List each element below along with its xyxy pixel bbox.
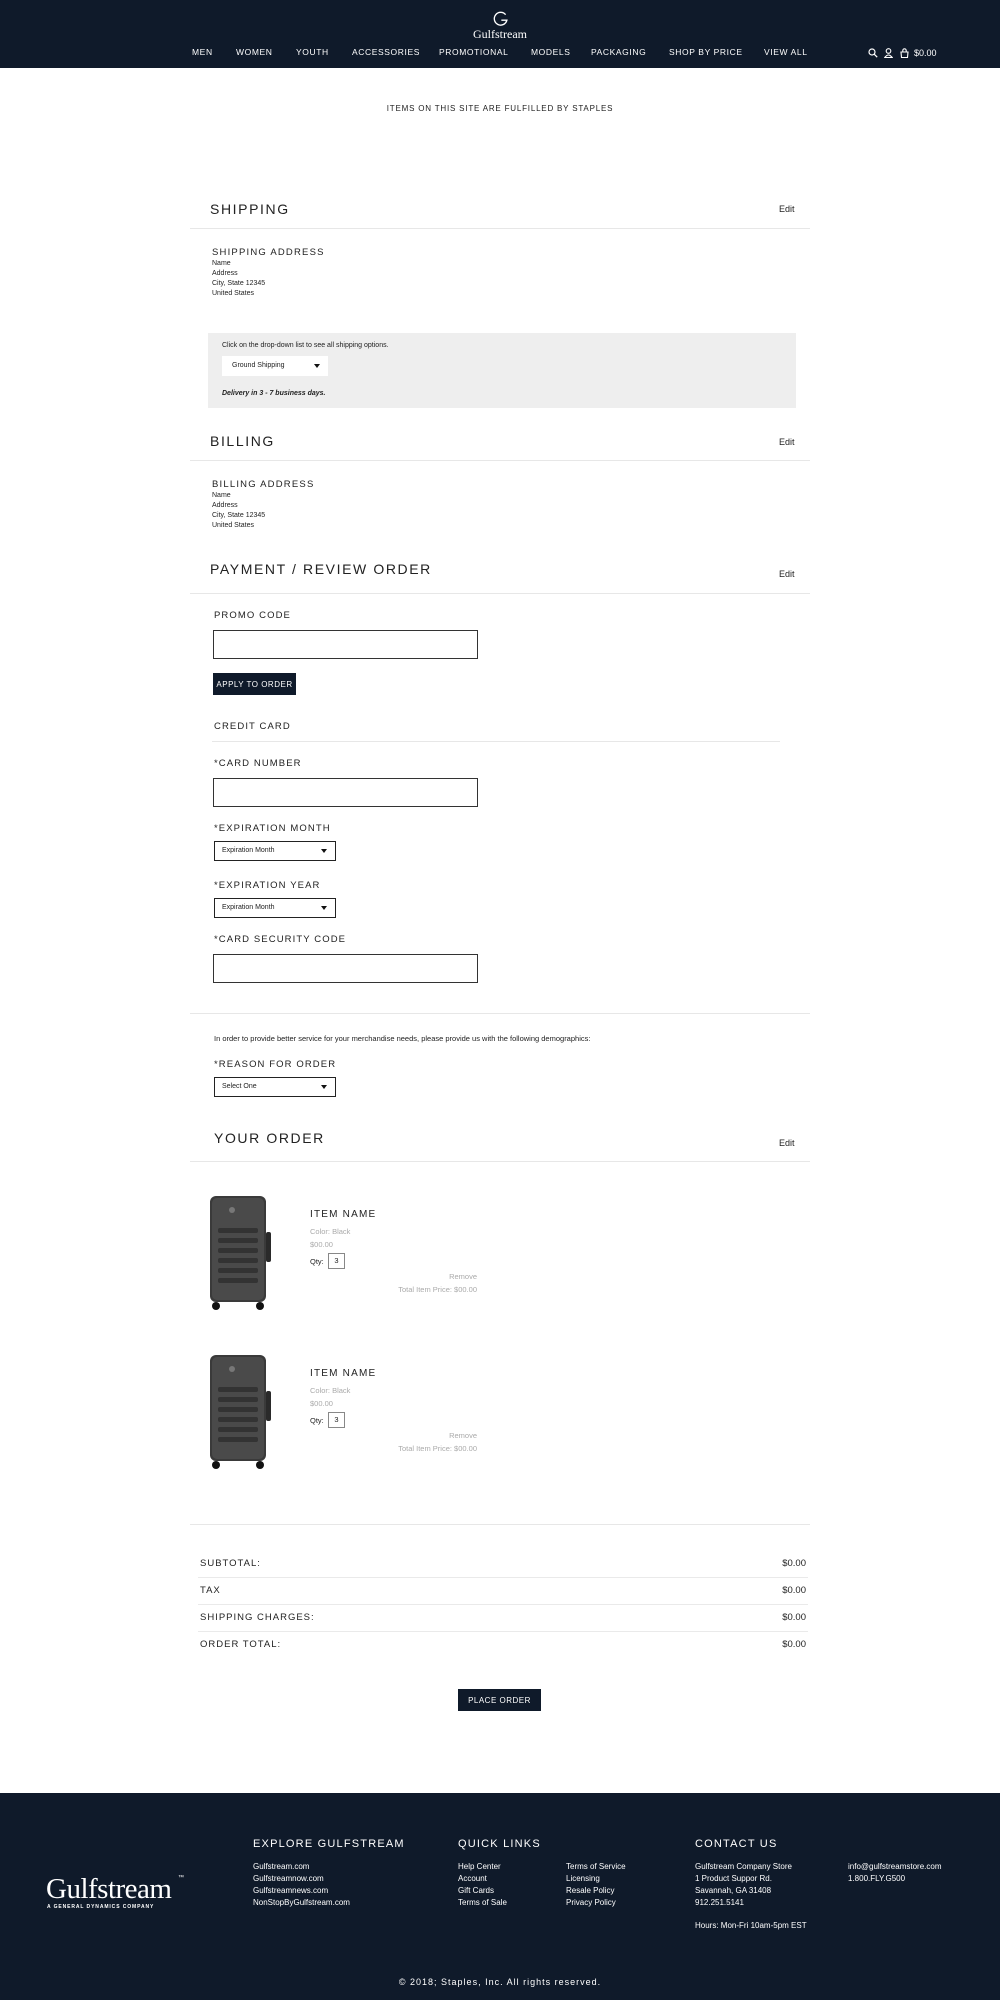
item-color: Color: Black [310,1227,351,1236]
address-line: United States [212,522,255,529]
tax-row [198,1578,808,1605]
gulfstream-logo-icon[interactable] [492,10,509,27]
item-qty-label: Qty: [310,1257,324,1266]
divider [190,1013,810,1014]
address-line: Address [212,502,238,509]
item-qty-input[interactable]: 3 [328,1253,345,1269]
search-icon[interactable] [868,48,878,58]
promo-code-label: PROMO CODE [214,610,291,621]
footer-link[interactable]: Resale Policy [566,1886,615,1895]
address-line: United States [212,290,255,297]
nav-item-youth[interactable]: YOUTH [296,47,329,57]
billing-address-title: BILLING ADDRESS [212,479,315,490]
suitcase-icon[interactable] [200,1351,280,1471]
expiration-month-select[interactable] [214,841,336,861]
delivery-estimate: Delivery in 3 - 7 business days. [222,390,326,397]
nav-item-models[interactable]: MODELS [531,47,571,57]
site-header [0,0,1000,68]
payment-title: PAYMENT / REVIEW ORDER [210,561,432,577]
explore-title: EXPLORE GULFSTREAM [253,1838,405,1850]
expiration-year-value: Expiration Month [222,904,275,911]
expiration-year-label: *EXPIRATION YEAR [214,880,321,891]
bag-icon[interactable] [900,48,909,58]
apply-to-order-button[interactable]: APPLY TO ORDER [213,673,296,695]
payment-edit-link[interactable]: Edit [779,569,795,579]
shipping-charges-label: SHIPPING CHARGES: [200,1612,315,1623]
item-total-price: Total Item Price: $00.00 [398,1285,477,1294]
shipping-title: SHIPPING [210,201,290,217]
reason-for-order-value: Select One [222,1083,257,1090]
security-code-label: *CARD SECURITY CODE [214,934,347,945]
contact-phone-link[interactable]: 1.800.FLY.G500 [848,1874,906,1883]
address-line: Name [212,260,231,267]
billing-address [212,491,265,531]
subtotal-row [198,1551,808,1578]
security-code-input[interactable] [213,954,478,983]
shipping-address-title: SHIPPING ADDRESS [212,247,325,258]
card-number-label: *CARD NUMBER [214,758,302,769]
footer-link[interactable]: Licensing [566,1874,600,1883]
cart-total[interactable]: $0.00 [914,48,937,58]
billing-title: BILLING [210,433,275,449]
order-total-row [198,1632,808,1659]
nav-item-accessories[interactable]: ACCESSORIES [352,47,421,57]
chevron-down-icon [321,849,327,853]
copyright: © 2018; Staples, Inc. All rights reserved. [398,1977,602,1987]
address-line: Name [212,492,231,499]
promo-code-input[interactable] [213,630,478,659]
order-total-label: ORDER TOTAL: [200,1639,282,1650]
chevron-down-icon [321,906,327,910]
shipping-charges-value: $0.00 [782,1612,806,1623]
item-name[interactable]: ITEM NAME [310,1209,377,1220]
tax-value: $0.00 [782,1585,806,1596]
shipping-hint: Click on the drop-down list to see all shipping options. [222,342,389,349]
shipping-method-value: Ground Shipping [232,362,285,369]
divider [190,1524,810,1525]
footer-link[interactable]: NonStopByGulfstream.com [253,1898,350,1907]
footer-link[interactable]: Account [458,1874,487,1883]
nav-item-promotional[interactable]: PROMOTIONAL [439,47,509,57]
footer-link[interactable]: Help Center [458,1862,501,1871]
item-total-price: Total Item Price: $00.00 [398,1444,477,1453]
divider [190,460,810,461]
card-number-input[interactable] [213,778,478,807]
footer-link[interactable]: Gulfstream.com [253,1862,310,1871]
contact-email-link[interactable]: info@gulfstreamstore.com [848,1862,942,1871]
contact-line: Gulfstream Company Store [695,1862,792,1871]
suitcase-icon[interactable] [200,1192,280,1312]
footer-link[interactable]: Terms of Service [566,1862,626,1871]
nav-item-packaging[interactable]: PACKAGING [591,47,647,57]
contact-line: Savannah, GA 31408 [695,1886,772,1895]
item-qty-input[interactable]: 3 [328,1412,345,1428]
footer-link[interactable]: Gulfstreamnow.com [253,1874,324,1883]
footer-link[interactable]: Privacy Policy [566,1898,616,1907]
divider [190,593,810,594]
credit-card-title: CREDIT CARD [214,721,291,732]
nav-item-view-all[interactable]: VIEW ALL [764,47,808,57]
footer-logo-tagline: A GENERAL DYNAMICS COMPANY [47,1904,155,1910]
item-price: $00.00 [310,1240,333,1249]
your-order-title: YOUR ORDER [214,1130,325,1146]
shipping-method-select[interactable] [222,356,328,376]
order-total-value: $0.00 [782,1639,806,1650]
subtotal-value: $0.00 [782,1558,806,1569]
footer-link[interactable]: Gift Cards [458,1886,495,1895]
shipping-charges-row [198,1605,808,1632]
quick-links-title: QUICK LINKS [458,1838,541,1850]
contact-hours: Hours: Mon-Fri 10am-5pm EST [695,1921,807,1930]
demographics-note: In order to provide better service for your merchandise needs, please provide us with the following demographics: [214,1034,591,1043]
divider [190,228,810,229]
expiration-month-value: Expiration Month [222,847,275,854]
expiration-year-select[interactable] [214,898,336,918]
order-edit-link[interactable]: Edit [779,1138,795,1148]
nav-item-shop-by-price[interactable]: SHOP BY PRICE [669,47,743,57]
fulfillment-notice: ITEMS ON THIS SITE ARE FULFILLED BY STAPLES [386,104,614,113]
divider [212,741,780,742]
billing-edit-link[interactable]: Edit [779,437,795,447]
divider [190,1161,810,1162]
subtotal-label: SUBTOTAL: [200,1558,261,1569]
address-line: City, State 12345 [212,512,266,519]
chevron-down-icon [314,364,320,368]
contact-line: 1 Product Suppor Rd. [695,1874,772,1883]
header-brand[interactable]: Gulfstream [473,27,527,41]
footer-logo[interactable]: Gulfstream [46,1873,172,1905]
contact-phone[interactable]: 912.251.5141 [695,1898,744,1907]
shipping-options-panel [208,333,796,408]
item-qty-label: Qty: [310,1416,324,1425]
reason-for-order-select[interactable] [214,1077,336,1097]
header-tools [868,46,937,60]
footer-logo-tm: ™ [178,1875,184,1881]
tax-label: TAX [200,1585,221,1596]
footer-link[interactable]: Gulfstreamnews.com [253,1886,329,1895]
expiration-month-label: *EXPIRATION MONTH [214,823,331,834]
chevron-down-icon [321,1085,327,1089]
nav-item-women[interactable]: WOMEN [236,47,273,57]
item-color: Color: Black [310,1386,351,1395]
address-line: Address [212,270,238,277]
item-price: $00.00 [310,1399,333,1408]
user-icon[interactable] [884,48,893,58]
item-remove-link[interactable]: Remove [449,1431,477,1440]
contact-title: CONTACT US [695,1838,778,1850]
shipping-address [212,259,265,299]
main-nav [0,47,1000,61]
nav-item-men[interactable]: MEN [192,47,213,57]
item-remove-link[interactable]: Remove [449,1272,477,1281]
address-line: City, State 12345 [212,280,266,287]
item-name[interactable]: ITEM NAME [310,1368,377,1379]
shipping-edit-link[interactable]: Edit [779,204,795,214]
reason-for-order-label: *REASON FOR ORDER [214,1059,337,1070]
site-footer [0,1793,1000,2000]
place-order-button[interactable]: PLACE ORDER [458,1689,541,1711]
footer-link[interactable]: Terms of Sale [458,1898,507,1907]
